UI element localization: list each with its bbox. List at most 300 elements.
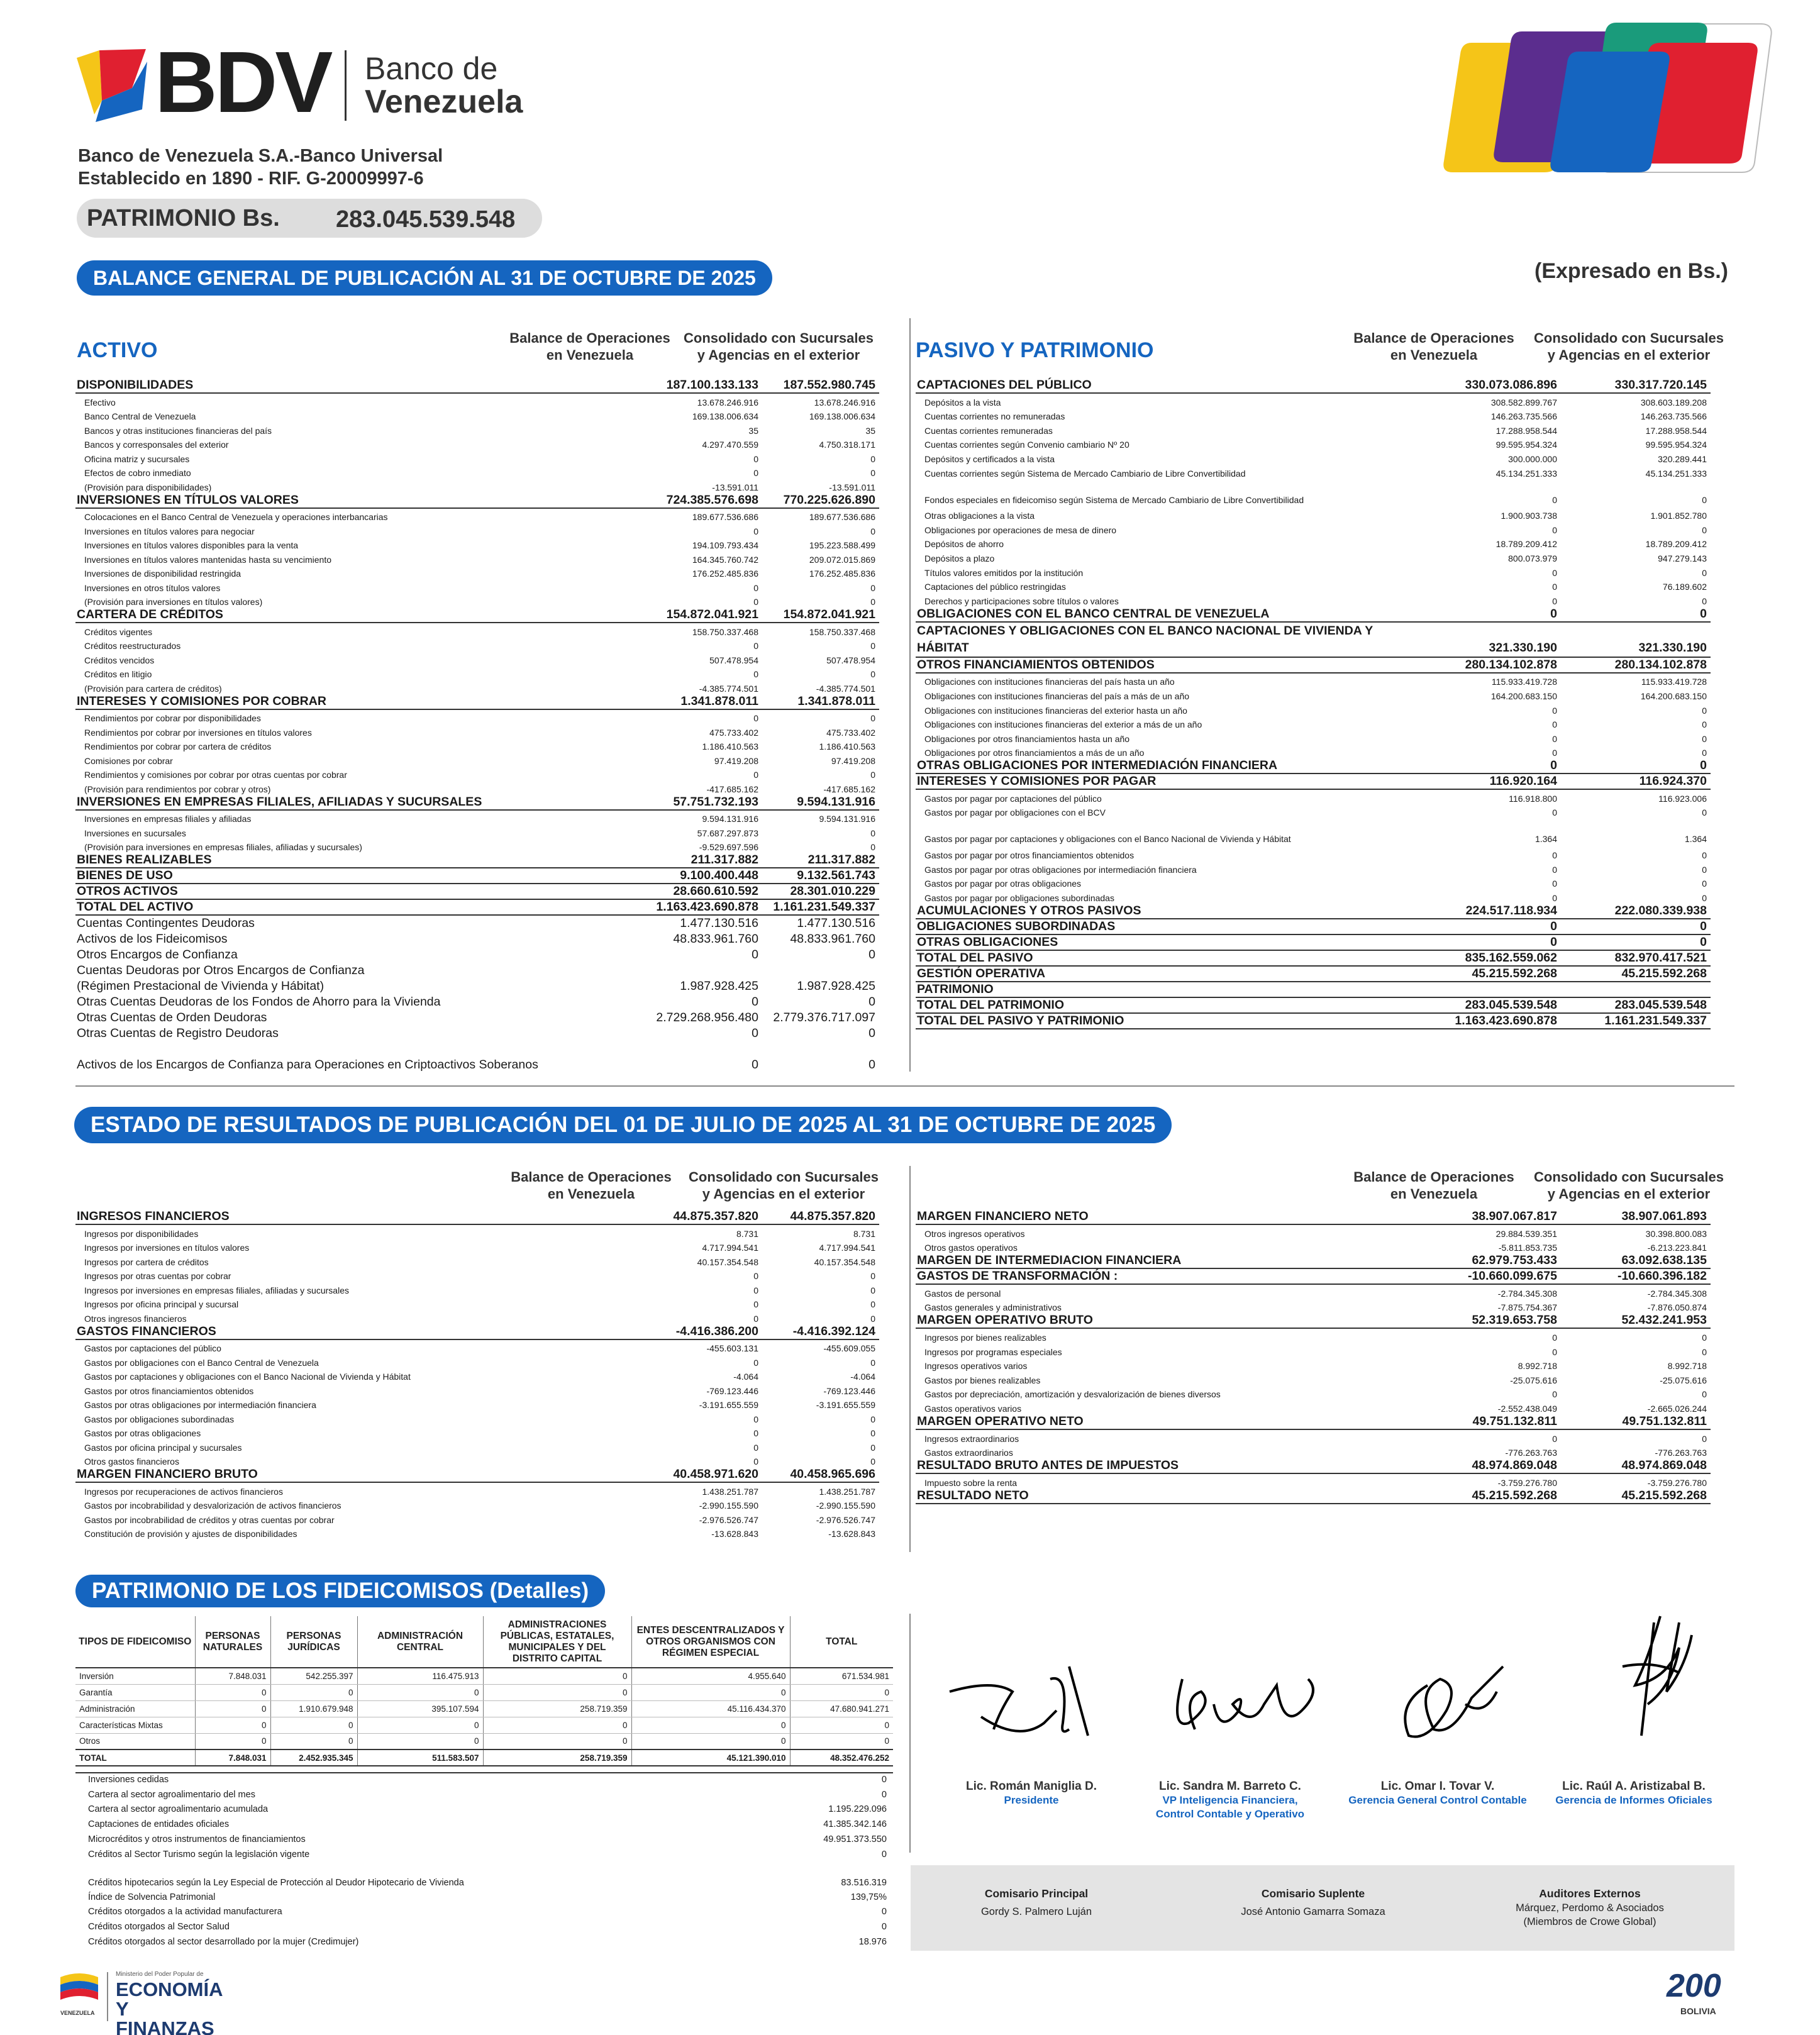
row-label: BIENES DE USO	[75, 868, 577, 884]
row-value-venezuela: -769.123.446	[706, 1385, 758, 1396]
comisario-name: Márquez, Perdomo & Asociados (Miembros de Crowe Global)	[1516, 1902, 1664, 1927]
table-row	[916, 903, 1711, 919]
table-row	[916, 1239, 1711, 1253]
row-label: TOTAL DEL PATRIMONIO	[916, 997, 1406, 1013]
row-value-venezuela: 18.789.209.412	[1495, 539, 1557, 550]
row-value-consolidado: 48.974.869.048	[1561, 1458, 1711, 1473]
row-label: Otras Cuentas de Orden Deudoras	[77, 1011, 267, 1024]
row-value-consolidado: 0	[868, 1026, 875, 1040]
row-value-consolidado: -7.876.050.874	[1647, 1302, 1707, 1313]
indicator-value: 0	[881, 1922, 887, 1932]
table-row	[916, 421, 1711, 436]
row-value-venezuela: 187.100.133.133	[577, 377, 762, 393]
fid-cell: 47.680.941.271	[790, 1700, 893, 1717]
table-row	[75, 824, 879, 838]
indicator-row	[86, 1847, 893, 1862]
row-value-venezuela: 0	[1552, 864, 1557, 875]
indicator-value: 83.516.319	[841, 1877, 887, 1888]
row-value-venezuela: 330.073.086.896	[1406, 377, 1561, 393]
row-value-consolidado: 40.157.354.548	[814, 1256, 875, 1267]
comisario-principal	[911, 1887, 1162, 1919]
table-row	[75, 1353, 879, 1368]
fid-cell: 511.583.507	[357, 1749, 483, 1766]
row-label: Derechos y participaciones sobre títulos o valores	[924, 596, 1119, 606]
row-label: Gastos por obligaciones con el Banco Central de Venezuela	[84, 1357, 319, 1368]
row-value-consolidado: 0	[868, 948, 875, 962]
row-label: Ingresos por programas especiales	[924, 1346, 1062, 1357]
row-value-consolidado: 209.072.015.869	[809, 554, 875, 565]
row-value-venezuela: -3.191.655.559	[699, 1400, 758, 1410]
row-value-consolidado: 0	[870, 582, 875, 593]
row-value-venezuela: 283.045.539.548	[1406, 997, 1561, 1013]
column-divider-3	[909, 1614, 911, 1853]
table-row	[75, 794, 879, 810]
table-row	[916, 535, 1711, 550]
row-value-venezuela: -3.759.276.780	[1497, 1477, 1557, 1488]
row-value-consolidado: 0	[870, 1285, 875, 1295]
fid-header: ADMINISTRACIÓN CENTRAL	[357, 1616, 483, 1668]
row-value-venezuela: -776.263.763	[1505, 1448, 1557, 1458]
comisario-title: Comisario Suplente	[1261, 1887, 1365, 1900]
fid-cell: 45.121.390.010	[631, 1749, 790, 1766]
row-value-consolidado: 195.223.588.499	[809, 540, 875, 550]
row-value-consolidado: 0	[868, 995, 875, 1009]
row-value-venezuela: 9.594.131.916	[702, 814, 758, 824]
signature-2-icon	[1157, 1654, 1333, 1755]
row-label: Obligaciones con instituciones financieras del exterior a más de un año	[924, 719, 1202, 730]
row-label: Otras Cuentas Deudoras de los Fondos de Ahorro para la Vivienda	[77, 995, 441, 1009]
row-value-venezuela	[1406, 982, 1561, 997]
indicator-row	[86, 1890, 893, 1905]
table-row	[75, 550, 879, 565]
table-row	[75, 536, 879, 551]
row-label: (Provisión para cartera de créditos)	[84, 683, 222, 694]
row-value-consolidado: 28.301.010.229	[762, 884, 879, 899]
table-row	[75, 464, 879, 479]
table-row	[916, 1268, 1711, 1284]
signer-name: Lic. Sandra M. Barreto C.	[1159, 1780, 1301, 1793]
table-row	[916, 982, 1711, 997]
row-value-consolidado: -2.990.155.590	[816, 1500, 875, 1511]
table-row	[75, 899, 879, 915]
row-label: INGRESOS FINANCIEROS	[75, 1209, 577, 1224]
row-label: Inversiones de disponibilidad restringida	[84, 568, 241, 579]
row-value-venezuela: 211.317.882	[577, 852, 762, 868]
row-value-venezuela: 321.330.190	[1406, 622, 1561, 657]
balance-title: BALANCE GENERAL DE PUBLICACIÓN AL 31 DE OCTUBRE DE 2025	[77, 260, 772, 296]
row-value-venezuela: 57.751.732.193	[577, 794, 762, 810]
signer-3	[1337, 1780, 1538, 1807]
row-value-venezuela: 1.987.928.425	[680, 979, 758, 993]
table-row	[916, 1414, 1711, 1429]
table-row	[916, 934, 1711, 950]
table-row	[75, 723, 879, 738]
row-value-consolidado: 0	[1702, 864, 1707, 875]
row-value-consolidado: 321.330.190	[1561, 622, 1711, 657]
row-value-venezuela: 1.341.878.011	[577, 694, 762, 709]
row-value-venezuela: 0	[1552, 1433, 1557, 1444]
table-row	[75, 852, 879, 868]
row-label: Depósitos a plazo	[924, 553, 995, 563]
row-value-venezuela: 116.920.164	[1406, 774, 1561, 789]
row-label: Inversiones en títulos valores para negociar	[84, 526, 255, 536]
row-value-venezuela: 0	[1552, 524, 1557, 535]
res-col-header-consolidado-2: Consolidado con Sucursales y Agencias en el exterior	[1534, 1169, 1724, 1202]
row-value-venezuela: 0	[1552, 850, 1557, 861]
row-value-consolidado: 52.432.241.953	[1561, 1312, 1711, 1328]
table-row	[916, 1343, 1711, 1357]
indicator-row	[86, 1919, 893, 1934]
comisario-name: José Antonio Gamarra Somaza	[1241, 1906, 1385, 1917]
row-value-venezuela: -2.990.155.590	[699, 1500, 758, 1511]
row-value-consolidado: 13.678.246.916	[814, 397, 875, 408]
row-value-venezuela: 62.979.753.433	[1406, 1253, 1561, 1268]
table-row	[916, 479, 1711, 507]
table-row	[75, 1295, 879, 1310]
row-value-consolidado: 0	[1702, 705, 1707, 716]
row-value-venezuela: 57.687.297.873	[697, 828, 758, 838]
row-label: Oficina matriz y sucursales	[84, 453, 190, 464]
entity-rif: Establecido en 1890 - RIF. G-20009997-6	[78, 169, 424, 189]
row-label: Gastos por incobrabilidad y desvalorización de activos financieros	[84, 1500, 341, 1511]
row-value-venezuela: 194.109.793.434	[692, 540, 758, 550]
row-value-consolidado: 44.875.357.820	[762, 1209, 879, 1224]
row-label: Gastos por pagar por otras obligaciones	[924, 879, 1082, 889]
row-value-venezuela: 45.215.592.268	[1406, 966, 1561, 982]
row-value-venezuela: 0	[1552, 1346, 1557, 1357]
fideicomisos-title: PATRIMONIO DE LOS FIDEICOMISOS (Detalles)	[75, 1575, 605, 1607]
signer-name: Lic. Román Maniglia D.	[966, 1780, 1097, 1793]
row-label: Otros gastos financieros	[84, 1456, 179, 1467]
row-value-consolidado: 947.279.143	[1658, 553, 1707, 563]
row-value-venezuela: 49.751.132.811	[1406, 1414, 1561, 1429]
row-label: PATRIMONIO	[916, 982, 1406, 997]
signature-1-icon	[943, 1654, 1132, 1755]
row-value-venezuela: 800.073.979	[1508, 553, 1557, 563]
indicator-row	[86, 1934, 893, 1949]
fid-row	[75, 1733, 893, 1749]
table-row	[916, 1357, 1711, 1372]
fid-cell: 395.107.594	[357, 1700, 483, 1717]
row-value-consolidado: 158.750.337.468	[809, 626, 875, 637]
fid-cell: 0	[631, 1684, 790, 1700]
table-row	[75, 1368, 879, 1382]
row-value-venezuela: 169.138.006.634	[692, 411, 758, 421]
res-col-header-venezuela: Balance de Operaciones en Venezuela	[511, 1169, 672, 1202]
row-value-consolidado: -4.416.392.124	[762, 1324, 879, 1339]
row-value-venezuela: 0	[1552, 879, 1557, 889]
row-value-consolidado: 97.419.208	[831, 755, 875, 766]
row-value-venezuela: -417.685.162	[706, 784, 758, 794]
auditores-externos	[1464, 1887, 1716, 1929]
signer-role: VP Inteligencia Financiera, Control Contable y Operativo	[1155, 1794, 1305, 1820]
row-label: GESTIÓN OPERATIVA	[916, 966, 1406, 982]
row-value-consolidado: 0	[870, 1414, 875, 1424]
row-value-consolidado: 176.252.485.836	[809, 568, 875, 579]
row-label: (Régimen Prestacional de Vivienda y Hábitat)	[77, 979, 325, 993]
row-value-venezuela: 0	[753, 1285, 758, 1295]
row-label: INVERSIONES EN EMPRESAS FILIALES, AFILIADAS Y SUCURSALES	[75, 794, 577, 810]
row-value-venezuela: 17.288.958.544	[1495, 425, 1557, 436]
row-label: Inversiones en títulos valores mantenidas hasta su vencimiento	[84, 554, 331, 565]
table-row	[75, 1410, 879, 1424]
row-value-venezuela: -9.529.697.596	[699, 842, 758, 852]
fid-cell: 7.848.031	[195, 1749, 270, 1766]
patrimonio-value: 283.045.539.548	[336, 206, 516, 233]
table-row	[916, 657, 1711, 673]
row-label: GASTOS FINANCIEROS	[75, 1324, 577, 1339]
table-row	[75, 1467, 879, 1482]
fid-cell: Inversión	[75, 1668, 195, 1684]
row-value-consolidado: -25.075.616	[1660, 1375, 1707, 1385]
table-row	[75, 623, 879, 637]
row-value-venezuela: 9.100.400.448	[577, 868, 762, 884]
row-value-venezuela: -2.784.345.308	[1497, 1288, 1557, 1299]
row-label: Títulos valores emitidos por la institución	[924, 567, 1084, 578]
row-value-consolidado: 1.161.231.549.337	[762, 899, 879, 915]
table-row	[916, 549, 1711, 563]
row-value-venezuela	[577, 962, 762, 978]
fid-cell: 0	[790, 1717, 893, 1733]
row-value-consolidado: -10.660.396.182	[1561, 1268, 1711, 1284]
fid-cell: 116.475.913	[357, 1668, 483, 1684]
row-value-venezuela: 0	[1552, 582, 1557, 592]
row-value-consolidado: 189.677.536.686	[809, 512, 875, 522]
table-row	[75, 838, 879, 853]
table-row	[916, 818, 1711, 846]
row-value-venezuela: 0	[753, 770, 758, 780]
table-row	[916, 1399, 1711, 1414]
row-label: Gastos por depreciación, amortización y desvalorización de bienes diversos	[924, 1389, 1221, 1400]
signer-4	[1540, 1780, 1728, 1807]
row-label: TOTAL DEL PASIVO Y PATRIMONIO	[916, 1013, 1406, 1029]
fid-row	[75, 1717, 893, 1733]
fid-cell: 48.352.476.252	[790, 1749, 893, 1766]
row-value-venezuela: -7.875.754.367	[1497, 1302, 1557, 1313]
row-value-venezuela: 44.875.357.820	[577, 1209, 762, 1224]
row-value-consolidado: -3.191.655.559	[816, 1400, 875, 1410]
table-row	[75, 946, 879, 962]
row-value-venezuela: 13.678.246.916	[697, 397, 758, 408]
signer-role: Presidente	[1004, 1794, 1059, 1806]
fid-header: ADMINISTRACIONES PÚBLICAS, ESTATALES, MUNICIPALES Y DEL DISTRITO CAPITAL	[483, 1616, 631, 1668]
bicentenario-number: 200	[1667, 1968, 1721, 2004]
row-value-consolidado: 0	[1702, 1433, 1707, 1444]
row-value-consolidado: 38.907.061.893	[1561, 1209, 1711, 1224]
row-value-consolidado: 330.317.720.145	[1561, 377, 1711, 393]
table-row	[75, 884, 879, 899]
row-label: Rendimientos por cobrar por cartera de créditos	[84, 741, 272, 751]
fid-cell: 542.255.397	[270, 1668, 357, 1684]
table-row	[75, 931, 879, 946]
table-row	[75, 780, 879, 794]
table-row	[916, 563, 1711, 578]
table-row	[916, 744, 1711, 758]
fid-cell: 0	[195, 1684, 270, 1700]
pasivo-table	[916, 377, 1711, 1029]
row-label: (Provisión para inversiones en títulos valores)	[84, 597, 263, 607]
fid-cell: 0	[195, 1717, 270, 1733]
row-value-consolidado: 770.225.626.890	[762, 492, 879, 508]
row-label: Gastos por otras obligaciones	[84, 1428, 201, 1438]
row-label: (Provisión para disponibilidades)	[84, 482, 212, 492]
row-value-consolidado: 45.215.592.268	[1561, 966, 1711, 982]
row-label: Depósitos y certificados a la vista	[924, 453, 1055, 464]
table-row	[75, 766, 879, 780]
entity-name: Banco de Venezuela S.A.-Banco Universal	[78, 146, 443, 166]
row-value-consolidado: 0	[1702, 733, 1707, 744]
table-row	[75, 607, 879, 623]
row-label: Obligaciones con instituciones financieras del país hasta un año	[924, 677, 1175, 687]
row-value-consolidado: 320.289.441	[1658, 453, 1707, 464]
row-label: Cuentas Contingentes Deudoras	[77, 916, 255, 930]
row-value-venezuela: 146.263.735.566	[1490, 411, 1557, 422]
row-value-consolidado: 0	[868, 1058, 875, 1072]
row-value-venezuela: 4.297.470.559	[702, 440, 758, 450]
fid-header: PERSONAS NATURALES	[195, 1616, 270, 1668]
row-label: Otros ingresos financieros	[84, 1313, 187, 1324]
row-value-venezuela: 1.186.410.563	[702, 741, 758, 751]
row-label: Ingresos por recuperaciones de activos financieros	[84, 1486, 283, 1497]
row-label: Gastos por pagar por otros financiamientos obtenidos	[924, 850, 1135, 861]
expressed-in-label: (Expresado en Bs.)	[1534, 259, 1728, 283]
row-label: Activos de los Encargos de Confianza para Operaciones en Criptoactivos Soberanos	[77, 1058, 538, 1072]
row-label: Cuentas corrientes no remuneradas	[924, 411, 1065, 422]
table-row	[75, 679, 879, 694]
row-label: BIENES REALIZABLES	[75, 852, 577, 868]
comisario-title: Auditores Externos	[1539, 1887, 1641, 1900]
row-label: OBLIGACIONES CON EL BANCO CENTRAL DE VENEZUELA	[916, 606, 1406, 622]
table-row	[916, 1458, 1711, 1473]
row-label: INTERESES Y COMISIONES POR PAGAR	[916, 774, 1406, 789]
row-label: Otros ingresos operativos	[924, 1228, 1025, 1239]
table-row	[916, 1299, 1711, 1313]
row-value-venezuela: 0	[753, 1414, 758, 1424]
indicator-label: Captaciones de entidades oficiales	[88, 1819, 230, 1830]
fid-cell: 0	[357, 1717, 483, 1733]
row-value-venezuela: 0	[1552, 1389, 1557, 1400]
row-value-venezuela: 0	[753, 1299, 758, 1309]
row-value-consolidado: 1.901.852.780	[1650, 511, 1707, 521]
row-value-consolidado: 0	[870, 597, 875, 607]
table-row	[75, 408, 879, 422]
row-value-consolidado: 0	[870, 669, 875, 679]
row-label: Ingresos por otras cuentas por cobrar	[84, 1271, 231, 1281]
row-value-consolidado: 45.134.251.333	[1645, 468, 1707, 479]
row-label: Créditos vencidos	[84, 655, 155, 665]
indicator-value: 139,75%	[850, 1892, 887, 1902]
row-label: Activos de los Fideicomisos	[77, 932, 228, 946]
row-value-consolidado: 1.186.410.563	[819, 741, 875, 751]
row-label: Obligaciones con instituciones financieras del exterior hasta un año	[924, 705, 1187, 716]
table-row	[75, 751, 879, 766]
indicator-label: Inversiones cedidas	[88, 1774, 169, 1785]
row-label: ACUMULACIONES Y OTROS PASIVOS	[916, 903, 1406, 919]
row-label: Gastos por obligaciones subordinadas	[84, 1414, 235, 1424]
row-label: Inversiones en otros títulos valores	[84, 582, 221, 593]
table-row	[916, 450, 1711, 464]
table-row	[75, 1396, 879, 1411]
row-value-consolidado: 0	[1702, 879, 1707, 889]
table-row	[75, 1209, 879, 1224]
row-label: MARGEN DE INTERMEDIACION FINANCIERA	[916, 1253, 1406, 1268]
row-label: Constitución de provisión y ajustes de disponibilidades	[84, 1529, 297, 1539]
row-value-consolidado: 4.717.994.541	[819, 1243, 875, 1253]
row-label: Créditos vigentes	[84, 626, 153, 637]
table-row	[75, 810, 879, 824]
table-row	[916, 875, 1711, 889]
logo-bank-name-2: Venezuela	[365, 84, 523, 120]
decorative-cards-icon	[1434, 18, 1773, 175]
comisarios-panel	[911, 1865, 1734, 1951]
table-row	[916, 774, 1711, 789]
fid-header: TOTAL	[790, 1616, 893, 1668]
row-value-venezuela: 0	[1552, 719, 1557, 730]
row-label: Ingresos extraordinarios	[924, 1433, 1019, 1444]
row-value-venezuela: 158.750.337.468	[692, 626, 758, 637]
signer-1	[937, 1780, 1126, 1807]
row-value-venezuela: 0	[753, 453, 758, 464]
table-row	[916, 606, 1711, 622]
row-label: Ingresos por disponibilidades	[84, 1228, 199, 1239]
row-value-venezuela: 1.438.251.787	[702, 1486, 758, 1497]
row-label: Ingresos por inversiones en títulos valores	[84, 1243, 250, 1253]
indicator-label: Créditos al Sector Turismo según la legislación vigente	[88, 1849, 310, 1860]
signer-name: Lic. Omar I. Tovar V.	[1380, 1780, 1495, 1793]
row-value-consolidado: 154.872.041.921	[762, 607, 879, 623]
table-row	[916, 377, 1711, 393]
row-label: Gastos generales y administrativos	[924, 1302, 1062, 1313]
row-value-consolidado: 0	[1702, 719, 1707, 730]
table-row	[916, 1312, 1711, 1328]
fid-header: ENTES DESCENTRALIZADOS Y OTROS ORGANISMOS CON RÉGIMEN ESPECIAL	[631, 1616, 790, 1668]
fid-cell: Garantía	[75, 1684, 195, 1700]
table-row	[75, 508, 879, 523]
table-row	[916, 578, 1711, 592]
row-value-venezuela: 1.163.423.690.878	[577, 899, 762, 915]
row-label: Ingresos por inversiones en empresas filiales, afiliadas y sucursales	[84, 1285, 349, 1295]
table-row	[916, 950, 1711, 966]
row-label: Obligaciones por otros financiamientos hasta un año	[924, 733, 1130, 744]
row-value-venezuela: 0	[1552, 892, 1557, 903]
row-label: OTROS ACTIVOS	[75, 884, 577, 899]
signer-role: Gerencia de Informes Oficiales	[1555, 1794, 1712, 1806]
row-label: Banco Central de Venezuela	[84, 411, 196, 421]
comisario-title: Comisario Principal	[984, 1887, 1089, 1900]
row-value-consolidado: -13.591.011	[829, 482, 875, 492]
fid-row	[75, 1668, 893, 1684]
table-row	[75, 694, 879, 709]
row-value-venezuela: 507.478.954	[709, 655, 758, 665]
row-value-venezuela: 0	[753, 1271, 758, 1281]
row-label: Comisiones por cobrar	[84, 755, 173, 766]
row-label: OTRAS OBLIGACIONES POR INTERMEDIACIÓN FINANCIERA	[916, 758, 1406, 774]
row-value-consolidado: 0	[870, 828, 875, 838]
row-value-venezuela: 8.731	[736, 1228, 758, 1239]
row-value-venezuela: 35	[748, 425, 758, 436]
table-row	[75, 522, 879, 536]
fid-cell: 0	[270, 1717, 357, 1733]
table-row	[916, 997, 1711, 1013]
row-value-consolidado: 211.317.882	[762, 852, 879, 868]
row-value-venezuela: 28.660.610.592	[577, 884, 762, 899]
bicentenario-label: BOLIVIA	[1680, 2006, 1716, 2016]
col-header-venezuela: Balance de Operaciones en Venezuela	[509, 330, 670, 363]
indicator-row	[86, 1787, 893, 1802]
row-value-venezuela: 8.992.718	[1518, 1361, 1557, 1372]
row-label: Obligaciones con instituciones financieras del país a más de un año	[924, 690, 1190, 701]
row-label: Cuentas Deudoras por Otros Encargos de Confianza	[77, 963, 365, 977]
